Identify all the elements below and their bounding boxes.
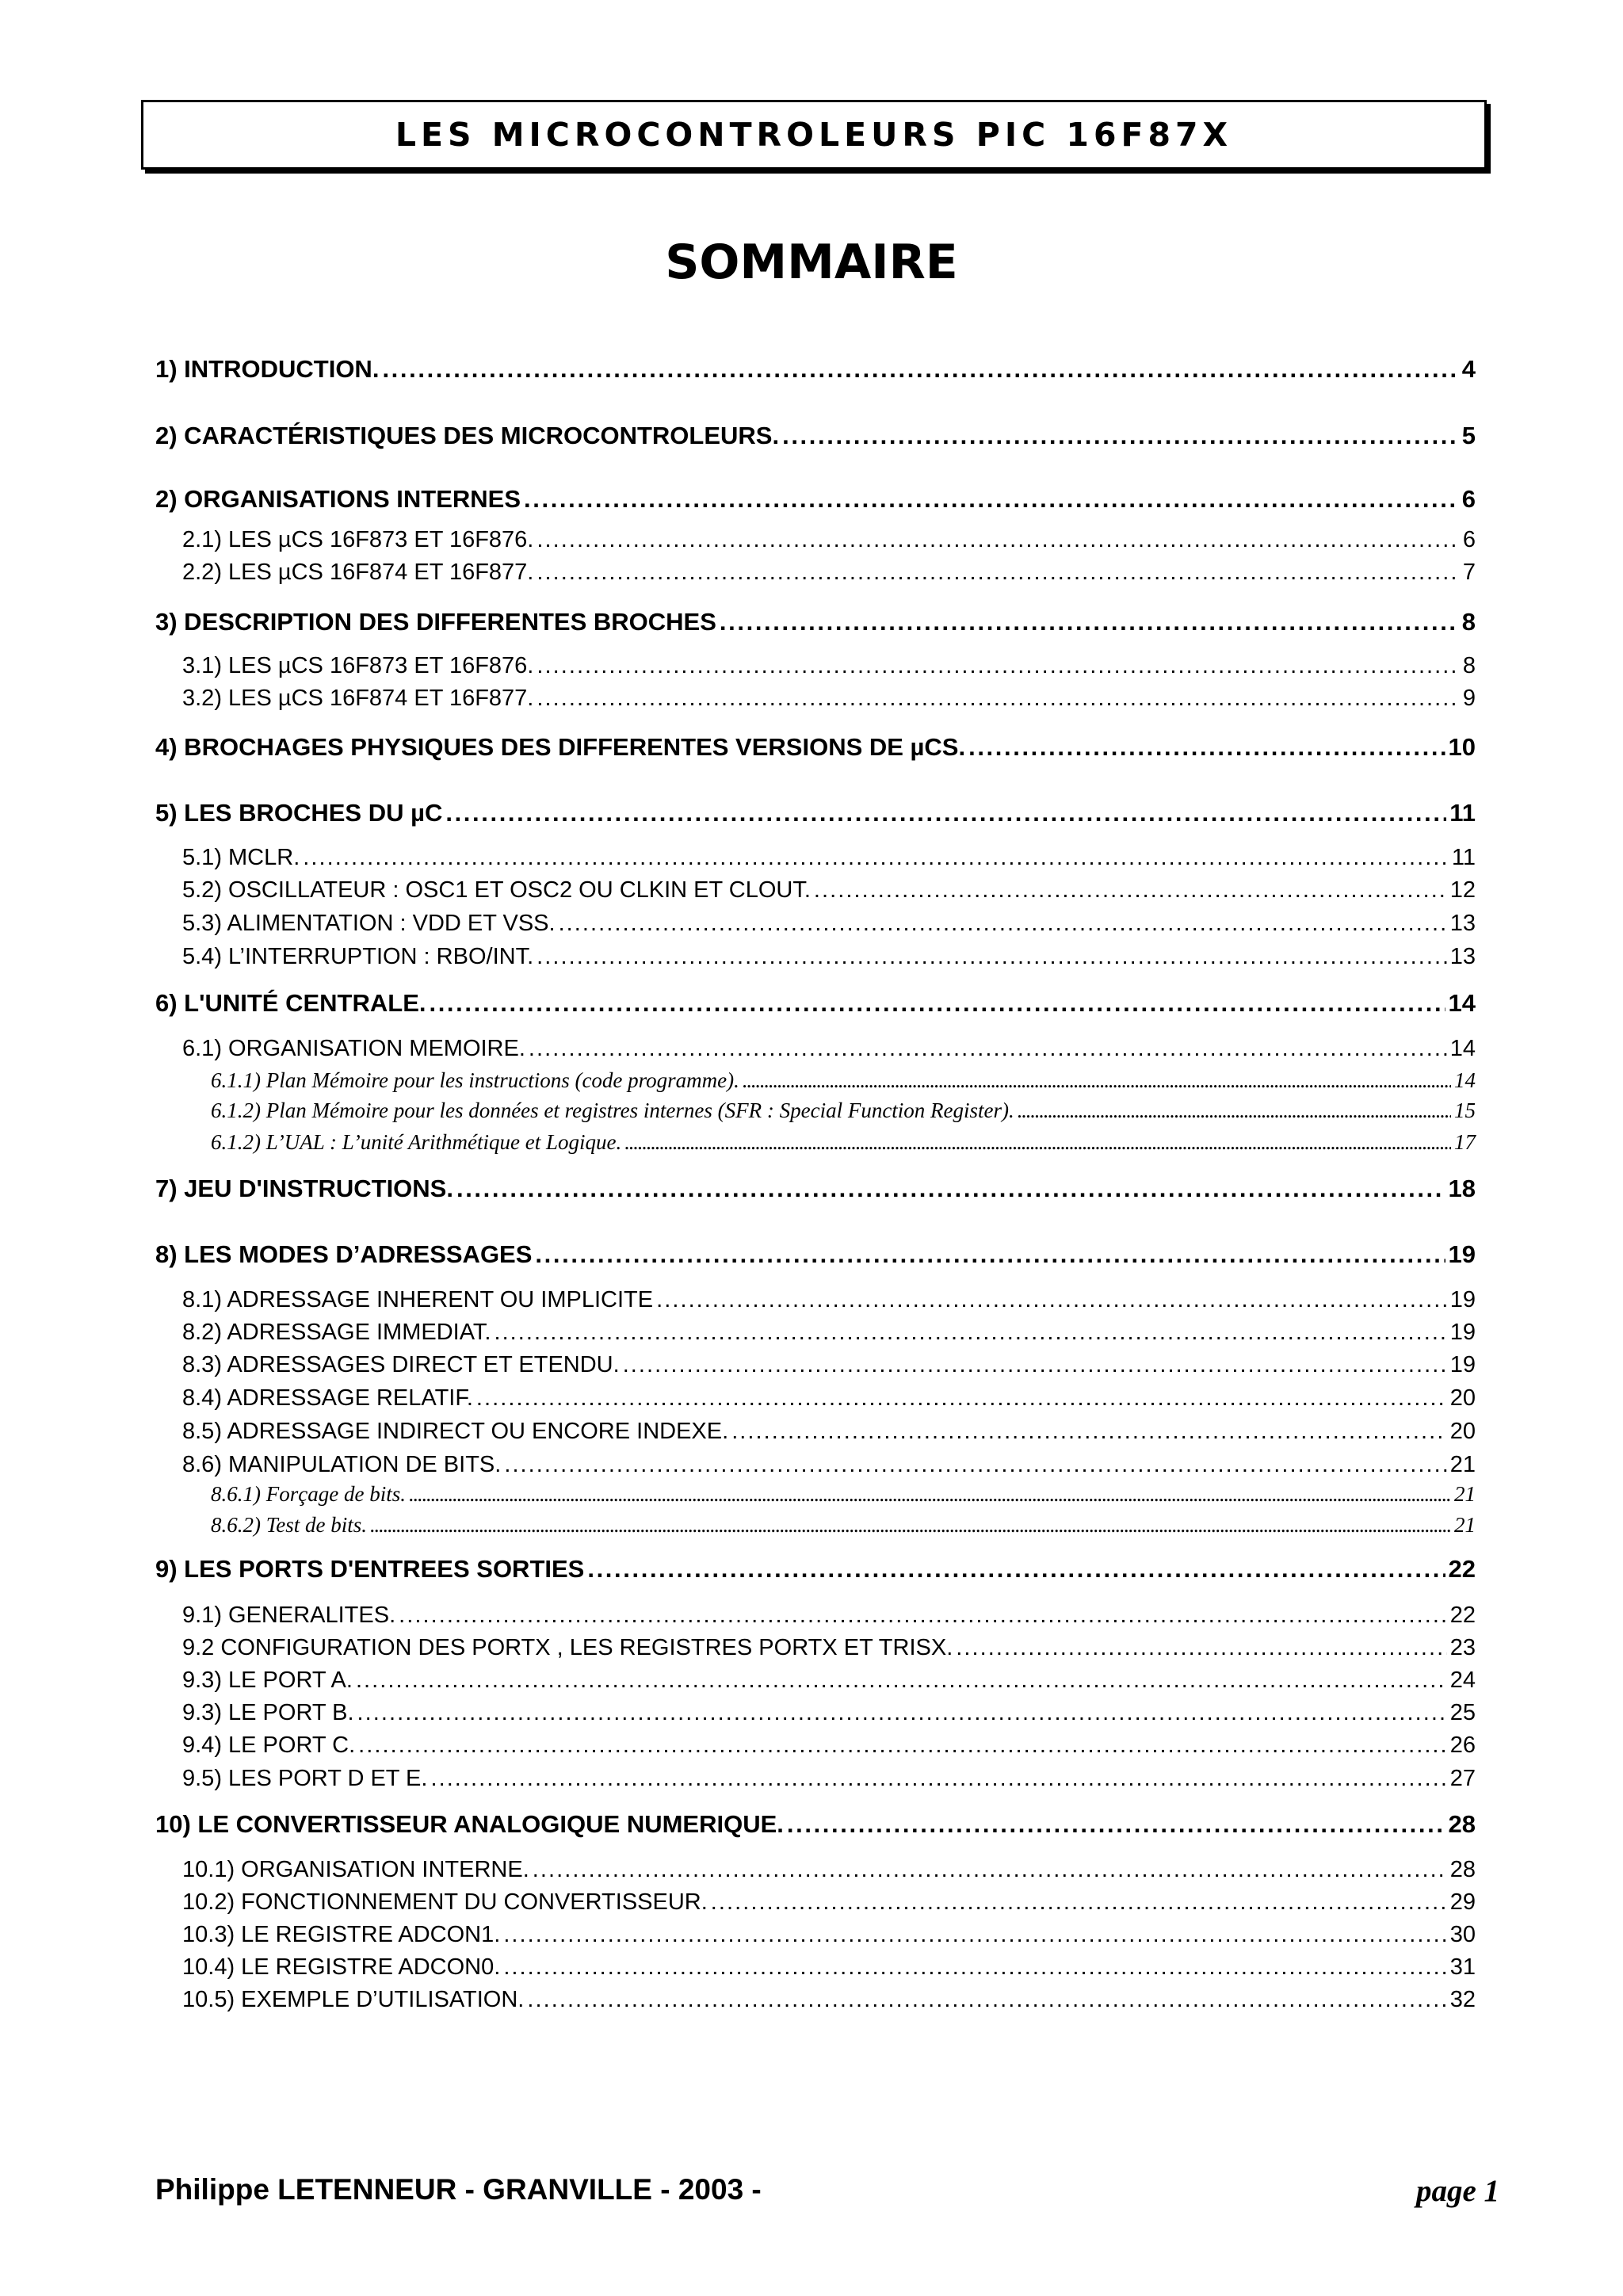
toc-entry-label: 8.6.1) Forçage de bits. (211, 1482, 406, 1506)
toc-entry[interactable] (182, 1419, 1476, 1445)
toc-entry[interactable] (182, 1385, 1476, 1412)
toc-entry[interactable] (182, 1603, 1476, 1629)
toc-entry-label: 8.6.2) Test de bits. (211, 1513, 368, 1537)
toc-entry[interactable] (182, 1700, 1476, 1726)
toc-entry-page: 23 (1449, 1635, 1476, 1660)
header-title: LES MICROCONTROLEURS PIC 16F87X (395, 116, 1233, 154)
toc-entry-label: 9) LES PORTS D'ENTREES SORTIES (155, 1555, 585, 1583)
toc-entry-label: 2) CARACTÉRISTIQUES DES MICROCONTROLEURS. (155, 422, 780, 449)
toc-entry-label: 6.1.1) Plan Mémoire pour les instructions (code programme). (211, 1068, 739, 1092)
toc-entry-label: 2.2) LES µCS 16F874 ET 16F877. (182, 560, 534, 585)
toc-entry-page: 6 (1462, 527, 1476, 552)
toc-entry[interactable] (182, 686, 1476, 712)
footer-author: Philippe LETENNEUR - GRANVILLE - 2003 - (155, 2173, 762, 2206)
toc-entry-page: 9 (1462, 686, 1476, 711)
toc-entry-label: 6) L'UNITÉ CENTRALE. (155, 989, 426, 1017)
toc-dot-leader (356, 1668, 1447, 1694)
toc-entry-page: 14 (1454, 1068, 1476, 1092)
toc-dot-leader (624, 1130, 1451, 1155)
toc-entry-page: 32 (1449, 1987, 1476, 2012)
toc-entry-page: 19 (1449, 1320, 1476, 1345)
toc-entry-page: 21 (1454, 1513, 1476, 1537)
toc-entry-label: 3.1) LES µCS 16F873 ET 16F876. (182, 653, 534, 678)
toc-dot-leader (814, 877, 1447, 904)
toc-entry-page: 21 (1454, 1482, 1476, 1506)
toc-dot-leader (587, 1555, 1445, 1584)
toc-entry[interactable] (182, 944, 1476, 970)
toc-entry-page: 31 (1449, 1954, 1476, 1980)
toc-entry-page: 19 (1449, 1352, 1476, 1377)
toc-entry[interactable] (182, 1036, 1476, 1062)
toc-entry-label: 9.2 CONFIGURATION DES PORTX , LES REGISTRES PORTX ET TRISX. (182, 1635, 953, 1660)
toc-dot-leader (533, 1857, 1447, 1883)
toc-entry-page: 20 (1449, 1419, 1476, 1444)
toc-entry-label: 1) INTRODUCTION. (155, 355, 380, 383)
toc-entry-page: 13 (1449, 944, 1476, 969)
toc-entry-page: 22 (1448, 1555, 1476, 1583)
toc-entry-page: 28 (1449, 1857, 1476, 1882)
toc-entry-page: 13 (1449, 911, 1476, 936)
toc-entry-page: 11 (1449, 799, 1476, 827)
toc-entry[interactable] (182, 653, 1476, 679)
toc-entry[interactable] (182, 1352, 1476, 1378)
toc-entry-page: 11 (1451, 845, 1476, 870)
toc-entry-page: 29 (1449, 1889, 1476, 1915)
toc-entry-label: 10.3) LE REGISTRE ADCON1. (182, 1922, 501, 1947)
toc-entry-label: 6.1.2) L’UAL : L’unité Arithmétique et Logique. (211, 1130, 622, 1154)
toc-entry[interactable] (211, 1513, 1476, 1538)
toc-dot-leader (1018, 1098, 1451, 1123)
toc-dot-leader (358, 1733, 1447, 1759)
toc-entry[interactable] (211, 1482, 1476, 1507)
toc-entry-label: 8.2) ADRESSAGE IMMEDIAT. (182, 1320, 491, 1345)
toc-dot-leader (535, 1240, 1445, 1269)
toc-entry[interactable] (211, 1068, 1476, 1093)
toc-entry[interactable] (182, 1287, 1476, 1313)
toc-entry-label: 5.3) ALIMENTATION : VDD ET VSS. (182, 911, 556, 936)
toc-entry-page: 8 (1462, 653, 1476, 678)
toc-dot-leader (382, 355, 1458, 384)
toc-entry-label: 3) DESCRIPTION DES DIFFERENTES BROCHES (155, 608, 716, 636)
toc-entry-label: 6.1.2) Plan Mémoire pour les données et registres internes (SFR : Special Function Register). (211, 1098, 1014, 1122)
toc-entry[interactable] (182, 1987, 1476, 2013)
toc-entry-page: 24 (1449, 1668, 1476, 1693)
footer-page-number: page 1 (1415, 2174, 1499, 2208)
toc-entry-page: 28 (1448, 1810, 1476, 1838)
toc-entry[interactable] (182, 1320, 1476, 1346)
toc-entry-label: 8) LES MODES D’ADRESSAGES (155, 1240, 533, 1268)
toc-dot-leader (537, 944, 1447, 970)
toc-dot-leader (711, 1889, 1447, 1916)
toc-dot-leader (968, 733, 1445, 762)
toc-entry[interactable] (155, 989, 1476, 1018)
toc-dot-leader (370, 1513, 1451, 1538)
toc-entry[interactable] (155, 799, 1476, 827)
toc-entry-label: 9.5) LES PORT D ET E. (182, 1766, 428, 1791)
toc-entry-label: 8.6) MANIPULATION DE BITS. (182, 1452, 502, 1477)
toc-entry-label: 5) LES BROCHES DU µC (155, 799, 443, 827)
toc-entry[interactable] (155, 608, 1476, 636)
toc-entry[interactable] (182, 1635, 1476, 1661)
toc-entry-label: 2) ORGANISATIONS INTERNES (155, 485, 521, 513)
toc-entry[interactable] (182, 1766, 1476, 1792)
toc-entry-page: 30 (1449, 1922, 1476, 1947)
toc-dot-leader (429, 989, 1445, 1018)
toc-entry-page: 15 (1454, 1098, 1476, 1122)
toc-entry[interactable] (182, 845, 1476, 871)
toc-dot-leader (537, 527, 1459, 553)
toc-entry-label: 5.4) L’INTERRUPTION : RBO/INT. (182, 944, 534, 969)
toc-entry-page: 22 (1449, 1603, 1476, 1628)
toc-entry-label: 8.4) ADRESSAGE RELATIF. (182, 1385, 473, 1411)
toc-dot-leader (503, 1954, 1446, 1981)
toc-entry-page: 19 (1449, 1287, 1476, 1312)
toc-entry-label: 9.1) GENERALITES. (182, 1603, 396, 1628)
toc-entry-label: 10) LE CONVERTISSEUR ANALOGIQUE NUMERIQUE. (155, 1810, 784, 1838)
toc-entry[interactable] (155, 733, 1476, 762)
toc-dot-leader (503, 1922, 1446, 1948)
toc-entry[interactable] (211, 1098, 1476, 1123)
toc-entry[interactable] (182, 877, 1476, 904)
toc-dot-leader (656, 1287, 1447, 1313)
toc-entry-label: 10.5) EXEMPLE D’UTILISATION. (182, 1987, 525, 2012)
toc-entry-label: 10.1) ORGANISATION INTERNE. (182, 1857, 529, 1882)
toc-entry-page: 6 (1461, 485, 1476, 513)
toc-entry-page: 12 (1449, 877, 1476, 903)
toc-entry-label: 8.1) ADRESSAGE INHERENT OU IMPLICITE (182, 1287, 654, 1312)
toc-entry-label: 6.1) ORGANISATION MEMOIRE. (182, 1036, 525, 1061)
toc-dot-leader (537, 686, 1459, 712)
toc-entry-label: 8.3) ADRESSAGES DIRECT ET ETENDU. (182, 1352, 620, 1377)
toc-dot-leader (445, 799, 1446, 827)
toc-entry-page: 27 (1449, 1766, 1476, 1791)
toc-entry[interactable] (155, 485, 1476, 514)
toc-entry[interactable] (182, 1733, 1476, 1759)
toc-entry-label: 4) BROCHAGES PHYSIQUES DES DIFFERENTES VERSIONS DE µCS. (155, 733, 966, 761)
toc-entry-page: 19 (1448, 1240, 1476, 1268)
toc-entry[interactable] (155, 355, 1476, 384)
toc-dot-leader (430, 1766, 1446, 1792)
toc-dot-leader (787, 1810, 1445, 1839)
toc-dot-leader (456, 1175, 1445, 1203)
toc-entry-page: 21 (1449, 1452, 1476, 1477)
toc-entry-label: 3.2) LES µCS 16F874 ET 16F877. (182, 686, 534, 711)
toc-entry[interactable] (155, 1555, 1476, 1584)
toc-entry-label: 9.4) LE PORT C. (182, 1733, 356, 1758)
toc-entry-label: 10.2) FONCTIONNEMENT DU CONVERTISSEUR. (182, 1889, 708, 1915)
toc-entry-page: 7 (1462, 560, 1476, 585)
toc-entry-page: 14 (1449, 1036, 1476, 1061)
toc-dot-leader (623, 1352, 1447, 1378)
toc-dot-leader (476, 1385, 1447, 1412)
toc-dot-leader (731, 1419, 1447, 1445)
toc-entry-label: 5.1) MCLR. (182, 845, 300, 870)
toc-dot-leader (357, 1700, 1447, 1726)
toc-entry-page: 4 (1461, 355, 1476, 383)
toc-entry[interactable] (182, 527, 1476, 553)
toc-entry-page: 5 (1461, 422, 1476, 449)
toc-dot-leader (504, 1452, 1446, 1478)
toc-dot-leader (743, 1068, 1451, 1093)
toc-entry[interactable] (182, 560, 1476, 586)
toc-entry[interactable] (155, 1810, 1476, 1839)
toc-dot-leader (303, 845, 1449, 871)
toc-entry[interactable] (182, 1857, 1476, 1883)
toc-dot-leader (494, 1320, 1446, 1346)
toc-entry[interactable] (211, 1130, 1476, 1155)
toc-entry-page: 17 (1454, 1130, 1476, 1154)
toc-entry[interactable] (155, 1240, 1476, 1269)
toc-dot-leader (529, 1036, 1447, 1062)
toc-entry-page: 14 (1448, 989, 1476, 1017)
toc-dot-leader (527, 1987, 1446, 2013)
toc-entry[interactable] (182, 1452, 1476, 1478)
toc-entry-label: 7) JEU D'INSTRUCTIONS. (155, 1175, 453, 1202)
toc-entry-label: 10.4) LE REGISTRE ADCON0. (182, 1954, 501, 1980)
toc-entry-label: 2.1) LES µCS 16F873 ET 16F876. (182, 527, 534, 552)
page-title: SOMMAIRE (665, 235, 958, 290)
toc-entry-label: 8.5) ADRESSAGE INDIRECT OU ENCORE INDEXE. (182, 1419, 729, 1444)
toc-entry[interactable] (155, 422, 1476, 450)
toc-entry-page: 10 (1448, 733, 1476, 761)
toc-dot-leader (409, 1482, 1451, 1507)
toc-entry-label: 9.3) LE PORT A. (182, 1668, 353, 1693)
toc-dot-leader (782, 422, 1459, 450)
toc-entry[interactable] (182, 1668, 1476, 1694)
toc-dot-leader (524, 485, 1459, 514)
toc-entry[interactable] (182, 1922, 1476, 1948)
toc-entry[interactable] (182, 1954, 1476, 1981)
toc-entry-page: 26 (1449, 1733, 1476, 1758)
toc-dot-leader (399, 1603, 1447, 1629)
document-header (141, 100, 1487, 170)
toc-dot-leader (720, 608, 1459, 636)
toc-entry-page: 25 (1449, 1700, 1476, 1725)
toc-dot-leader (559, 911, 1447, 937)
toc-entry-label: 9.3) LE PORT B. (182, 1700, 354, 1725)
toc-entry-label: 5.2) OSCILLATEUR : OSC1 ET OSC2 OU CLKIN ET CLOUT. (182, 877, 811, 903)
toc-dot-leader (537, 653, 1459, 679)
toc-entry-page: 18 (1448, 1175, 1476, 1202)
toc-entry[interactable] (182, 1889, 1476, 1916)
toc-dot-leader (956, 1635, 1446, 1661)
toc-entry[interactable] (182, 911, 1476, 937)
toc-entry-page: 8 (1461, 608, 1476, 636)
toc-entry-page: 20 (1449, 1385, 1476, 1411)
toc-entry[interactable] (155, 1175, 1476, 1203)
toc-dot-leader (537, 560, 1459, 586)
